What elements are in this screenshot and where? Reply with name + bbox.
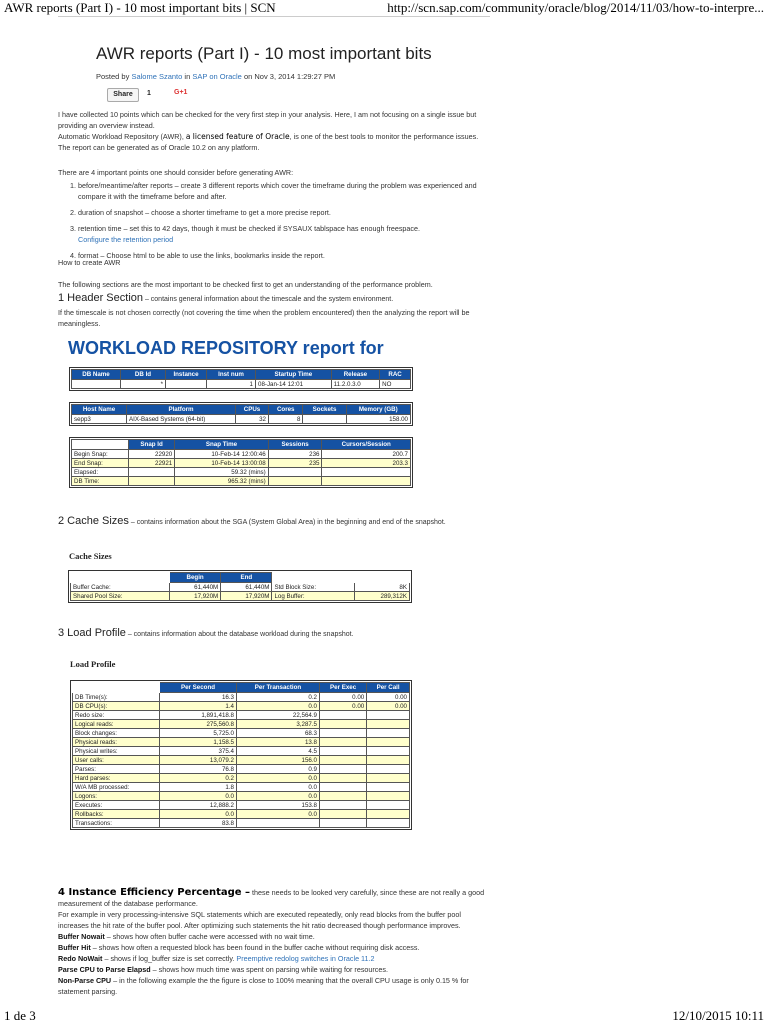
cell: * bbox=[121, 380, 166, 389]
cell bbox=[166, 380, 207, 389]
host-info-table bbox=[69, 402, 413, 426]
cell bbox=[367, 774, 410, 783]
cell bbox=[320, 756, 367, 765]
cell: 158.00 bbox=[346, 415, 410, 424]
col-header: DB Name bbox=[72, 370, 121, 380]
cell: 0.00 bbox=[367, 702, 410, 711]
table-row bbox=[71, 583, 410, 592]
cell bbox=[367, 711, 410, 720]
section-3-heading bbox=[58, 627, 354, 639]
cell: 32 bbox=[236, 415, 269, 424]
cell: 12,888.2 bbox=[160, 801, 237, 810]
cell: 203.3 bbox=[322, 459, 411, 468]
cell: 5,725.0 bbox=[160, 729, 237, 738]
cell bbox=[237, 819, 320, 828]
intro-p4: The following sections are the most important to be checked first to get an understanding of the performance problem. bbox=[58, 280, 433, 289]
cell: 0.0 bbox=[160, 810, 237, 819]
table-row bbox=[73, 792, 410, 801]
col-header: Per Exec bbox=[320, 683, 367, 693]
cell bbox=[320, 774, 367, 783]
table-row bbox=[72, 380, 411, 389]
cell: Std Block Size: bbox=[272, 583, 354, 592]
cell bbox=[367, 765, 410, 774]
intro-p2-c: , is one of the best tools to monitor the performance issues. The report can be generated as of Oracle 10.2 on any platform. bbox=[58, 132, 479, 152]
cell: 59.32 (mins) bbox=[175, 468, 268, 477]
cell: Elapsed: bbox=[72, 468, 129, 477]
cell bbox=[367, 738, 410, 747]
cell: Buffer Cache: bbox=[71, 583, 170, 592]
snapshot-table bbox=[69, 437, 413, 488]
list-item-text: before/meantime/after reports – create 3 different reports which cover the timeframe during the problem was experienced and compare it with the timeframe before and after. bbox=[78, 181, 477, 201]
print-header-title: AWR reports (Part I) - 10 most important bits | SCN bbox=[4, 0, 276, 15]
section-4-desc: these needs to be looked very carefully, since these are not really a good measurement of the database performance. bbox=[58, 888, 485, 908]
cell: 13,079.2 bbox=[160, 756, 237, 765]
col-header bbox=[72, 440, 129, 450]
cell bbox=[320, 720, 367, 729]
cell bbox=[320, 783, 367, 792]
load-profile-table bbox=[70, 680, 412, 830]
share-button[interactable]: Share bbox=[107, 88, 139, 102]
cell: Block changes: bbox=[73, 729, 160, 738]
metric-item bbox=[58, 964, 490, 975]
db-info-table bbox=[69, 367, 413, 391]
section-1-paragraph: If the timescale is not chosen correctly (not covering the time when the problem encountered) then the analyzing the report will be meaningless. bbox=[58, 308, 470, 328]
col-header: Snap Time bbox=[175, 440, 268, 450]
cell: NO bbox=[380, 380, 411, 389]
cell: 965.32 (mins) bbox=[175, 477, 268, 486]
cell: 0.2 bbox=[237, 693, 320, 702]
section-4-heading bbox=[58, 887, 490, 909]
cell bbox=[367, 783, 410, 792]
metric-term: Parse CPU to Parse Elapsd bbox=[58, 965, 151, 974]
cell bbox=[320, 738, 367, 747]
section-4 bbox=[58, 887, 490, 997]
list-item bbox=[78, 223, 490, 245]
cell: 3,287.5 bbox=[237, 720, 320, 729]
cell: User calls: bbox=[73, 756, 160, 765]
table-row bbox=[72, 468, 411, 477]
list-item bbox=[78, 207, 490, 218]
cell bbox=[320, 711, 367, 720]
cell: Rollbacks: bbox=[73, 810, 160, 819]
cell: 0.9 bbox=[237, 765, 320, 774]
post-meta bbox=[96, 72, 335, 81]
col-header: Host Name bbox=[72, 405, 127, 415]
share-count: 1 bbox=[147, 90, 151, 97]
col-header: CPUs bbox=[236, 405, 269, 415]
cell: 8 bbox=[269, 415, 303, 424]
cell: Redo size: bbox=[73, 711, 160, 720]
cell: DB Time(s): bbox=[73, 693, 160, 702]
section-1-heading bbox=[58, 292, 393, 304]
cell: 1,891,418.8 bbox=[160, 711, 237, 720]
redolog-link[interactable]: Preemptive redolog switches in Oracle 11.2 bbox=[236, 954, 375, 963]
cell: 236 bbox=[268, 450, 322, 459]
col-header: Per Transaction bbox=[237, 683, 320, 693]
cell bbox=[367, 729, 410, 738]
cell: 1,158.5 bbox=[160, 738, 237, 747]
table-row bbox=[73, 702, 410, 711]
col-header: Cursors/Session bbox=[322, 440, 411, 450]
cell: Begin Snap: bbox=[72, 450, 129, 459]
print-header-url: http://scn.sap.com/community/oracle/blog/2014/11/03/how-to-interpre... bbox=[387, 0, 764, 15]
table-row bbox=[73, 693, 410, 702]
section-2-desc-b: in the beginning and end of the snapshot. bbox=[315, 519, 446, 526]
metric-item bbox=[58, 942, 490, 953]
page-divider bbox=[58, 16, 490, 17]
cell: End Snap: bbox=[72, 459, 129, 468]
retention-link[interactable]: Configure the retention period bbox=[78, 235, 174, 244]
metric-item bbox=[58, 931, 490, 942]
col-header: Startup Time bbox=[256, 370, 332, 380]
cell: 1.8 bbox=[160, 783, 237, 792]
table-row bbox=[72, 459, 411, 468]
section-1-title: 1 Header Section bbox=[58, 292, 143, 304]
metric-item bbox=[58, 975, 490, 997]
cell bbox=[129, 468, 175, 477]
table-row bbox=[72, 415, 411, 424]
post-title: AWR reports (Part I) - 10 most important bits bbox=[96, 44, 432, 63]
cell: 0.0 bbox=[160, 792, 237, 801]
cell: 0.0 bbox=[237, 783, 320, 792]
considerations-list bbox=[58, 180, 490, 266]
cell bbox=[320, 792, 367, 801]
cell bbox=[367, 819, 410, 828]
cell: Transactions: bbox=[73, 819, 160, 828]
howto-awr-link[interactable]: How to create AWR bbox=[58, 258, 121, 267]
col-header bbox=[272, 573, 354, 583]
cell: Shared Pool Size: bbox=[71, 592, 170, 601]
col-header: Inst num bbox=[207, 370, 256, 380]
metric-text: – shows how often buffer cache were accessed with no wait time. bbox=[104, 932, 315, 941]
cell: 0.0 bbox=[237, 702, 320, 711]
section-2-title: 2 Cache Sizes bbox=[58, 515, 129, 527]
intro-p3: There are 4 important points one should consider before generating AWR: bbox=[58, 168, 294, 177]
table-row bbox=[73, 765, 410, 774]
cell bbox=[303, 415, 346, 424]
table-row bbox=[73, 774, 410, 783]
cell: sepp3 bbox=[72, 415, 127, 424]
cell bbox=[268, 468, 322, 477]
col-header: Per Call bbox=[367, 683, 410, 693]
cell bbox=[367, 810, 410, 819]
cell: AIX-Based Systems (64-bit) bbox=[127, 415, 236, 424]
cell: 0.2 bbox=[160, 774, 237, 783]
table-row bbox=[73, 729, 410, 738]
cell: 4.5 bbox=[237, 747, 320, 756]
cell: 275,560.8 bbox=[160, 720, 237, 729]
section-4-title: 4 Instance Efficiency Percentage – bbox=[58, 887, 251, 898]
metric-text: – in the following example the the figure is close to 100% meaning that the overall CPU usage is only 0.15 % for statement parsing. bbox=[58, 976, 469, 996]
table-row bbox=[73, 819, 410, 828]
cell: 68.3 bbox=[237, 729, 320, 738]
cell: 10-Feb-14 12:00:46 bbox=[175, 450, 268, 459]
table-row bbox=[72, 450, 411, 459]
cell: 22920 bbox=[129, 450, 175, 459]
col-header: Platform bbox=[127, 405, 236, 415]
cell: 08-Jan-14 12:01 bbox=[256, 380, 332, 389]
table-row bbox=[71, 592, 410, 601]
cell: 0.00 bbox=[320, 693, 367, 702]
metric-term: Redo NoWait bbox=[58, 954, 103, 963]
metric-term: Buffer Nowait bbox=[58, 932, 105, 941]
cell: 0.00 bbox=[367, 693, 410, 702]
intro-p1: I have collected 10 points which can be checked for the very first step in your analysis. Here, I am not focusing on a single issue but providing an overview instead. bbox=[58, 110, 477, 130]
col-header bbox=[71, 573, 170, 583]
cell: 200.7 bbox=[322, 450, 411, 459]
metric-term: Non-Parse CPU bbox=[58, 976, 112, 985]
cell: Physical writes: bbox=[73, 747, 160, 756]
cell: 16.3 bbox=[160, 693, 237, 702]
cell: Logical reads: bbox=[73, 720, 160, 729]
table-row bbox=[73, 756, 410, 765]
cell bbox=[367, 792, 410, 801]
cell: Physical reads: bbox=[73, 738, 160, 747]
col-header: End bbox=[221, 573, 272, 583]
cell bbox=[320, 747, 367, 756]
metric-text: – shows how often a requested block has been found in the buffer cache without requiring disk access. bbox=[90, 943, 420, 952]
author-link[interactable]: Salome Szanto bbox=[131, 72, 183, 81]
cell: 83.8 bbox=[160, 819, 237, 828]
col-header: Memory (GB) bbox=[346, 405, 410, 415]
cell bbox=[320, 765, 367, 774]
meta-in: in bbox=[184, 72, 191, 81]
section-3-title: 3 Load Profile bbox=[58, 627, 126, 639]
col-header bbox=[354, 573, 409, 583]
print-footer-date: 12/10/2015 10:11 bbox=[672, 1008, 764, 1023]
metric-item bbox=[58, 953, 490, 964]
cell: 0.00 bbox=[320, 702, 367, 711]
meta-prefix: Posted by bbox=[96, 72, 130, 81]
list-item-text: retention time – set this to 42 days, though it must be checked if SYSAUX tablspace has enough freespace. bbox=[78, 224, 421, 233]
table-row bbox=[73, 711, 410, 720]
cell bbox=[320, 801, 367, 810]
intro-p2 bbox=[58, 131, 490, 153]
cell: 13.8 bbox=[237, 738, 320, 747]
load-profile-title: Load Profile bbox=[70, 659, 116, 669]
cell: 22921 bbox=[129, 459, 175, 468]
col-header: Sessions bbox=[268, 440, 322, 450]
cache-sizes-title: Cache Sizes bbox=[69, 551, 112, 561]
print-footer-page: 1 de 3 bbox=[4, 1008, 36, 1023]
cell: 1.4 bbox=[160, 702, 237, 711]
cell bbox=[367, 756, 410, 765]
intro-p2-emph: a licensed feature of Oracle bbox=[185, 132, 290, 141]
cell: 10-Feb-14 13:00:08 bbox=[175, 459, 268, 468]
cell: 0.0 bbox=[237, 810, 320, 819]
list-item-text: duration of snapshot – choose a shorter timeframe to get a more precise report. bbox=[78, 208, 331, 217]
gplus-button[interactable]: G+1 bbox=[174, 89, 188, 96]
cell: 0.0 bbox=[237, 792, 320, 801]
cell bbox=[268, 477, 322, 486]
cell: W/A MB processed: bbox=[73, 783, 160, 792]
table-row bbox=[73, 720, 410, 729]
sga-link[interactable]: SGA (System Global Area) bbox=[232, 519, 316, 526]
section-2-heading bbox=[58, 514, 490, 530]
cell bbox=[129, 477, 175, 486]
col-header: Sockets bbox=[303, 405, 346, 415]
cell: 375.4 bbox=[160, 747, 237, 756]
cell bbox=[367, 801, 410, 810]
cell bbox=[322, 468, 411, 477]
cell: 61,440M bbox=[170, 583, 221, 592]
section-3-desc: – contains information about the database workload during the snapshot. bbox=[125, 631, 354, 638]
section-1-desc: – contains general information about the timescale and the system environment. bbox=[143, 296, 394, 303]
table-row bbox=[73, 810, 410, 819]
cell: Logons: bbox=[73, 792, 160, 801]
cell: 1 bbox=[207, 380, 256, 389]
cell bbox=[367, 747, 410, 756]
col-header: Instance bbox=[166, 370, 207, 380]
meta-date: on Nov 3, 2014 1:29:27 PM bbox=[243, 72, 336, 81]
intro-p2-a: Automatic Workload Repository (AWR), bbox=[58, 132, 186, 141]
cell: 22,564.9 bbox=[237, 711, 320, 720]
workload-repository-title: WORKLOAD REPOSITORY report for bbox=[68, 338, 384, 358]
cell: Parses: bbox=[73, 765, 160, 774]
cell: 153.8 bbox=[237, 801, 320, 810]
col-header: Begin bbox=[170, 573, 221, 583]
cell: 8K bbox=[354, 583, 409, 592]
cell: 61,440M bbox=[221, 583, 272, 592]
cell: 17,920M bbox=[170, 592, 221, 601]
col-header: RAC bbox=[380, 370, 411, 380]
cell bbox=[367, 720, 410, 729]
table-row bbox=[72, 477, 411, 486]
table-row bbox=[73, 747, 410, 756]
cell bbox=[320, 729, 367, 738]
cell: 289,312K bbox=[354, 592, 409, 601]
cell: DB CPU(s): bbox=[73, 702, 160, 711]
cell: DB Time: bbox=[72, 477, 129, 486]
cell: 156.0 bbox=[237, 756, 320, 765]
cell: 235 bbox=[268, 459, 322, 468]
list-item bbox=[78, 180, 490, 202]
section-4-paragraph: For example in very processing-intensive SQL statements which are executed repeatedly, only read blocks from the buffer pool increases the hit rate of the buffer pool. After optimizing such statements the hit ratio decreased though performance improves. bbox=[58, 910, 461, 930]
cache-sizes-table bbox=[68, 570, 412, 603]
cell: Hard parses: bbox=[73, 774, 160, 783]
cell bbox=[72, 380, 121, 389]
cell: 17,920M bbox=[221, 592, 272, 601]
metric-text: – shows if log_buffer size is set correctly. bbox=[102, 954, 237, 963]
list-item-text: format – Choose html to be able to use the links, bookmarks inside the report. bbox=[78, 251, 325, 260]
metric-term: Buffer Hit bbox=[58, 943, 91, 952]
cell: Executes: bbox=[73, 801, 160, 810]
col-header: Release bbox=[331, 370, 379, 380]
cell: 11.2.0.3.0 bbox=[331, 380, 379, 389]
cell bbox=[322, 477, 411, 486]
cell: Log Buffer: bbox=[272, 592, 354, 601]
section-2-desc-a: – contains information about the bbox=[128, 519, 233, 526]
cell bbox=[320, 819, 367, 828]
col-header: Snap Id bbox=[129, 440, 175, 450]
table-row bbox=[73, 801, 410, 810]
table-row bbox=[73, 738, 410, 747]
cell: 76.8 bbox=[160, 765, 237, 774]
intro-paragraph bbox=[58, 109, 490, 153]
metric-text: – shows how much time was spent on parsing while waiting for resources. bbox=[150, 965, 388, 974]
table-row bbox=[73, 783, 410, 792]
col-header bbox=[73, 683, 160, 693]
col-header: Cores bbox=[269, 405, 303, 415]
col-header: Per Second bbox=[160, 683, 237, 693]
cell: 0.0 bbox=[237, 774, 320, 783]
cell bbox=[320, 810, 367, 819]
space-link[interactable]: SAP on Oracle bbox=[192, 72, 242, 81]
col-header: DB Id bbox=[121, 370, 166, 380]
